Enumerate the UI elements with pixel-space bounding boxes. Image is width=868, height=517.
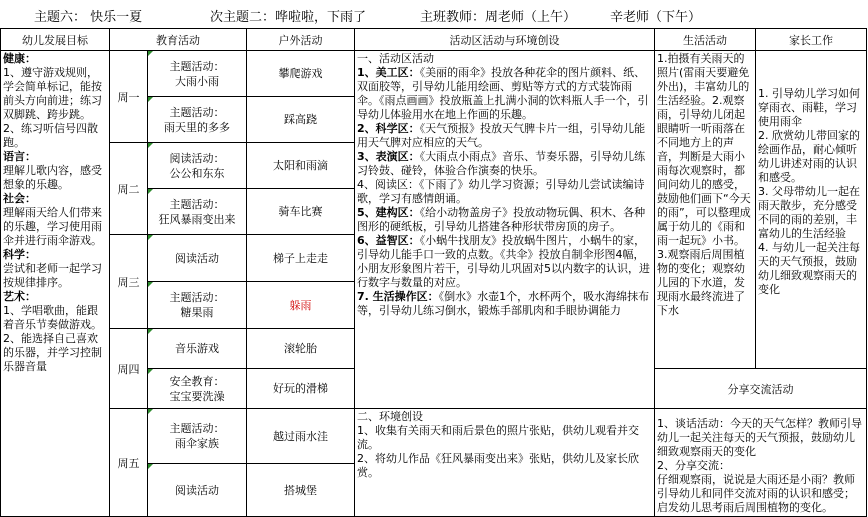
goal-health-title: 健康： <box>3 52 36 65</box>
area-art-text: 《美丽的雨伞》投放各种花伞的图片颜料、纸、双面胶等，引导幼儿能用绘画、剪贴等方式的方式装饰雨伞。《雨点画画》投放瓶盖上扎满小洞的饮料瓶人手一个，引导幼儿体验用水在地上作画的乐趣。 <box>357 66 649 121</box>
outdoor-activity: 躲雨 <box>247 282 355 329</box>
goal-language-title: 语言： <box>3 150 36 163</box>
area-activities-cell <box>355 51 655 409</box>
area-puzzle-text: 《小蜗牛找朋友》投放蜗牛图片，小蜗牛的家，引导幼儿能手口一致的点数。《共伞》投放自制伞形图4幅，小朋友形象图片若干，引导幼儿巩固对5以内数字的认识，进行数字与数量的对应。 <box>357 234 650 289</box>
outdoor-activity: 梯子上走走 <box>247 235 355 282</box>
teaching-activity <box>148 51 247 97</box>
area-building-text: 《给小动物盖房子》投放动物玩偶、积木、各种图形的硬纸板，引导幼儿搭建各种形状带房顶的房子。 <box>357 206 646 233</box>
area-building-title: 5、建构区： <box>357 206 420 219</box>
week-label-fri: 周五 <box>110 409 148 517</box>
parent-item-2: 2. 欣赏幼儿带回家的绘画作品，耐心倾听幼儿讲述对雨的认识和感受。 <box>758 129 860 184</box>
subtheme-label: 次主题二：哗啦啦，下雨了 <box>210 10 367 25</box>
share-item-1: 1、谈话活动：今天的天气怎样？教师引导幼儿一起关注每天的天气预报，鼓励幼儿细致观察雨天的变化 <box>657 417 862 458</box>
outdoor-activity: 骑车比赛 <box>247 189 355 235</box>
goal-science-title: 科学： <box>3 248 36 261</box>
life-activities-cell <box>655 51 756 369</box>
life-text: 1.拍摄有关雨天的照片(雷雨天要避免外出)，丰富幼儿的生活经验。2.观察雨，引导幼儿闭起眼睛听一听雨落在不同地方上的声音，判断是大雨小雨每次观察时，都间问幼儿的感受，鼓励他们画下“今天的雨”，可以整理成属于幼儿的《雨和雨一起玩》小书。3.观察雨后周围植物的变化；观察幼儿园的下水道，发现雨水最终流进了下水 <box>657 52 751 317</box>
outdoor-activity: 滚轮胎 <box>247 329 355 369</box>
teaching-activity <box>148 409 247 464</box>
outdoor-activity: 好玩的滑梯 <box>247 369 355 409</box>
week-label-mon: 周一 <box>110 51 148 143</box>
activity-text: 主题活动： 狂风暴雨变出来 <box>158 197 236 226</box>
week-label-thu: 周四 <box>110 329 148 409</box>
col-life: 生活活动 <box>655 29 756 51</box>
env-item-2: 2、将幼儿作品《狂风暴雨变出来》张贴，供幼儿及家长欣赏。 <box>357 452 639 479</box>
areas-heading: 一、活动区活动 <box>357 52 434 65</box>
goal-language-1: 理解儿歌内容，感受想象的乐趣。 <box>3 164 102 191</box>
outdoor-activity: 攀爬游戏 <box>247 51 355 97</box>
area-performance <box>357 150 652 178</box>
share-heading: 分享交流活动 <box>655 369 867 409</box>
activity-text: 音乐游戏 <box>175 342 219 355</box>
teaching-activity <box>148 97 247 143</box>
parent-work-cell <box>756 51 867 369</box>
area-science-title: 2、科学区： <box>357 122 420 135</box>
goal-health-2: 2、练习听信号四散跑。 <box>3 122 98 149</box>
goal-science-1: 尝试和老师一起学习按规律排序。 <box>3 262 102 289</box>
env-heading: 二、环境创设 <box>357 410 423 423</box>
activity-text: 主题活动： 雨伞家族 <box>169 422 225 451</box>
area-building <box>357 206 652 234</box>
area-art-title: 1、美工区： <box>357 66 420 79</box>
env-item-1: 1、收集有关雨天和雨后景色的照片张贴，供幼儿观看并交流。 <box>357 424 639 451</box>
teaching-activity <box>148 143 247 189</box>
area-science-text: 《天气预报》投放天气脾卡片一组，引导幼儿能用天气脾对应相应的天气。 <box>357 122 646 149</box>
area-art <box>357 66 652 122</box>
area-life-title: 7. 生活操作区： <box>357 290 439 303</box>
activity-text: 主题活动： 雨天里的多多 <box>164 105 230 134</box>
area-reading: 4、阅读区：《下雨了》幼儿学习资源；引导幼儿尝试读编诗歌，学习有感情朗诵。 <box>357 178 645 205</box>
goal-social-1: 理解雨天给人们带来的乐趣，学习使用雨伞并进行雨伞游戏。 <box>3 206 102 247</box>
outdoor-activity: 太阳和雨滴 <box>247 143 355 189</box>
goal-art-title: 艺术： <box>3 290 36 303</box>
week-label-wed: 周三 <box>110 235 148 329</box>
environment-cell <box>355 409 655 517</box>
share-item-2: 2、分享交流： <box>657 459 730 472</box>
page-header <box>0 0 868 28</box>
column-header-row <box>1 29 867 51</box>
area-life <box>357 290 652 318</box>
col-outdoor: 户外活动 <box>247 29 355 51</box>
main-teacher-label: 主班教师：周老师（上午） <box>420 10 577 25</box>
share-item-3: 仔细观察雨，说说是大雨还是小雨？教师引导幼儿和同伴交流对雨的认识和感受；启发幼儿思考雨后周围植物的变化。 <box>657 473 855 514</box>
activity-text: 阅读活动 <box>175 251 219 265</box>
teaching-activity <box>148 369 247 409</box>
col-parents: 家长工作 <box>756 29 867 51</box>
week-label-tue: 周二 <box>110 143 148 235</box>
area-puzzle <box>357 234 652 290</box>
col-teaching: 教育活动 <box>110 29 247 51</box>
activity-text: 安全教育： 宝宝要洗澡 <box>169 374 225 403</box>
activity-text: 阅读活动 <box>175 483 219 497</box>
outdoor-activity: 搭城堡 <box>247 464 355 517</box>
area-life-text: 《倒水》水壶1个，水杯两个，吸水海绵抹布等，引导幼儿练习倒水，锻炼手部肌肉和手眼协调能力 <box>357 290 650 317</box>
col-goals: 幼儿发展目标 <box>1 29 110 51</box>
goal-health-1: 1、遵守游戏规则，学会简单标记，能按前头方向前进；练习双脚跳、跨步跳。 <box>3 66 102 121</box>
teaching-activity <box>148 235 247 282</box>
goal-social-title: 社会： <box>3 192 36 205</box>
col-areas: 活动区活动与环境创设 <box>355 29 655 51</box>
theme-label: 主题六： 快乐一夏 <box>34 10 143 25</box>
outdoor-activity: 踩高跷 <box>247 97 355 143</box>
goal-art-1: 1、学唱歌曲，能跟着音乐节奏做游戏。 <box>3 304 102 331</box>
activity-text: 阅读活动： 公公和东东 <box>169 151 225 180</box>
parent-item-3: 3. 父母带幼儿一起在雨天散步，充分感受不同的雨的差别，丰富幼儿的生活经验 <box>758 185 860 240</box>
teaching-activity <box>148 282 247 329</box>
second-teacher-label: 辛老师（下午） <box>610 10 702 25</box>
activity-text: 主题活动： 糖果雨 <box>169 291 225 319</box>
goal-art-2: 2、能选择自己喜欢的乐器，并学习控制乐器音量 <box>3 332 102 373</box>
area-science <box>357 122 652 150</box>
parent-item-4: 4. 与幼儿一起关注每天的天气预报，鼓励幼儿细致观察雨天的变化 <box>758 241 860 296</box>
outdoor-activity: 越过雨水洼 <box>247 409 355 464</box>
weekly-plan-table <box>0 28 867 517</box>
development-goals-cell <box>1 51 110 517</box>
parent-item-1: 1. 引导幼儿学习如何穿雨衣、雨鞋，学习使用雨伞 <box>758 87 860 128</box>
area-performance-title: 3、表演区： <box>357 150 420 163</box>
teaching-activity <box>148 329 247 369</box>
share-cell <box>655 409 867 517</box>
activity-text: 主题活动： 大雨小雨 <box>169 59 225 88</box>
teaching-activity <box>148 189 247 235</box>
area-performance-text: 《大雨点小雨点》音乐、节奏乐器，引导幼儿练习铃鼓、碰铃，体验合作演奏的快乐。 <box>357 150 646 177</box>
area-puzzle-title: 6、益智区： <box>357 234 420 247</box>
